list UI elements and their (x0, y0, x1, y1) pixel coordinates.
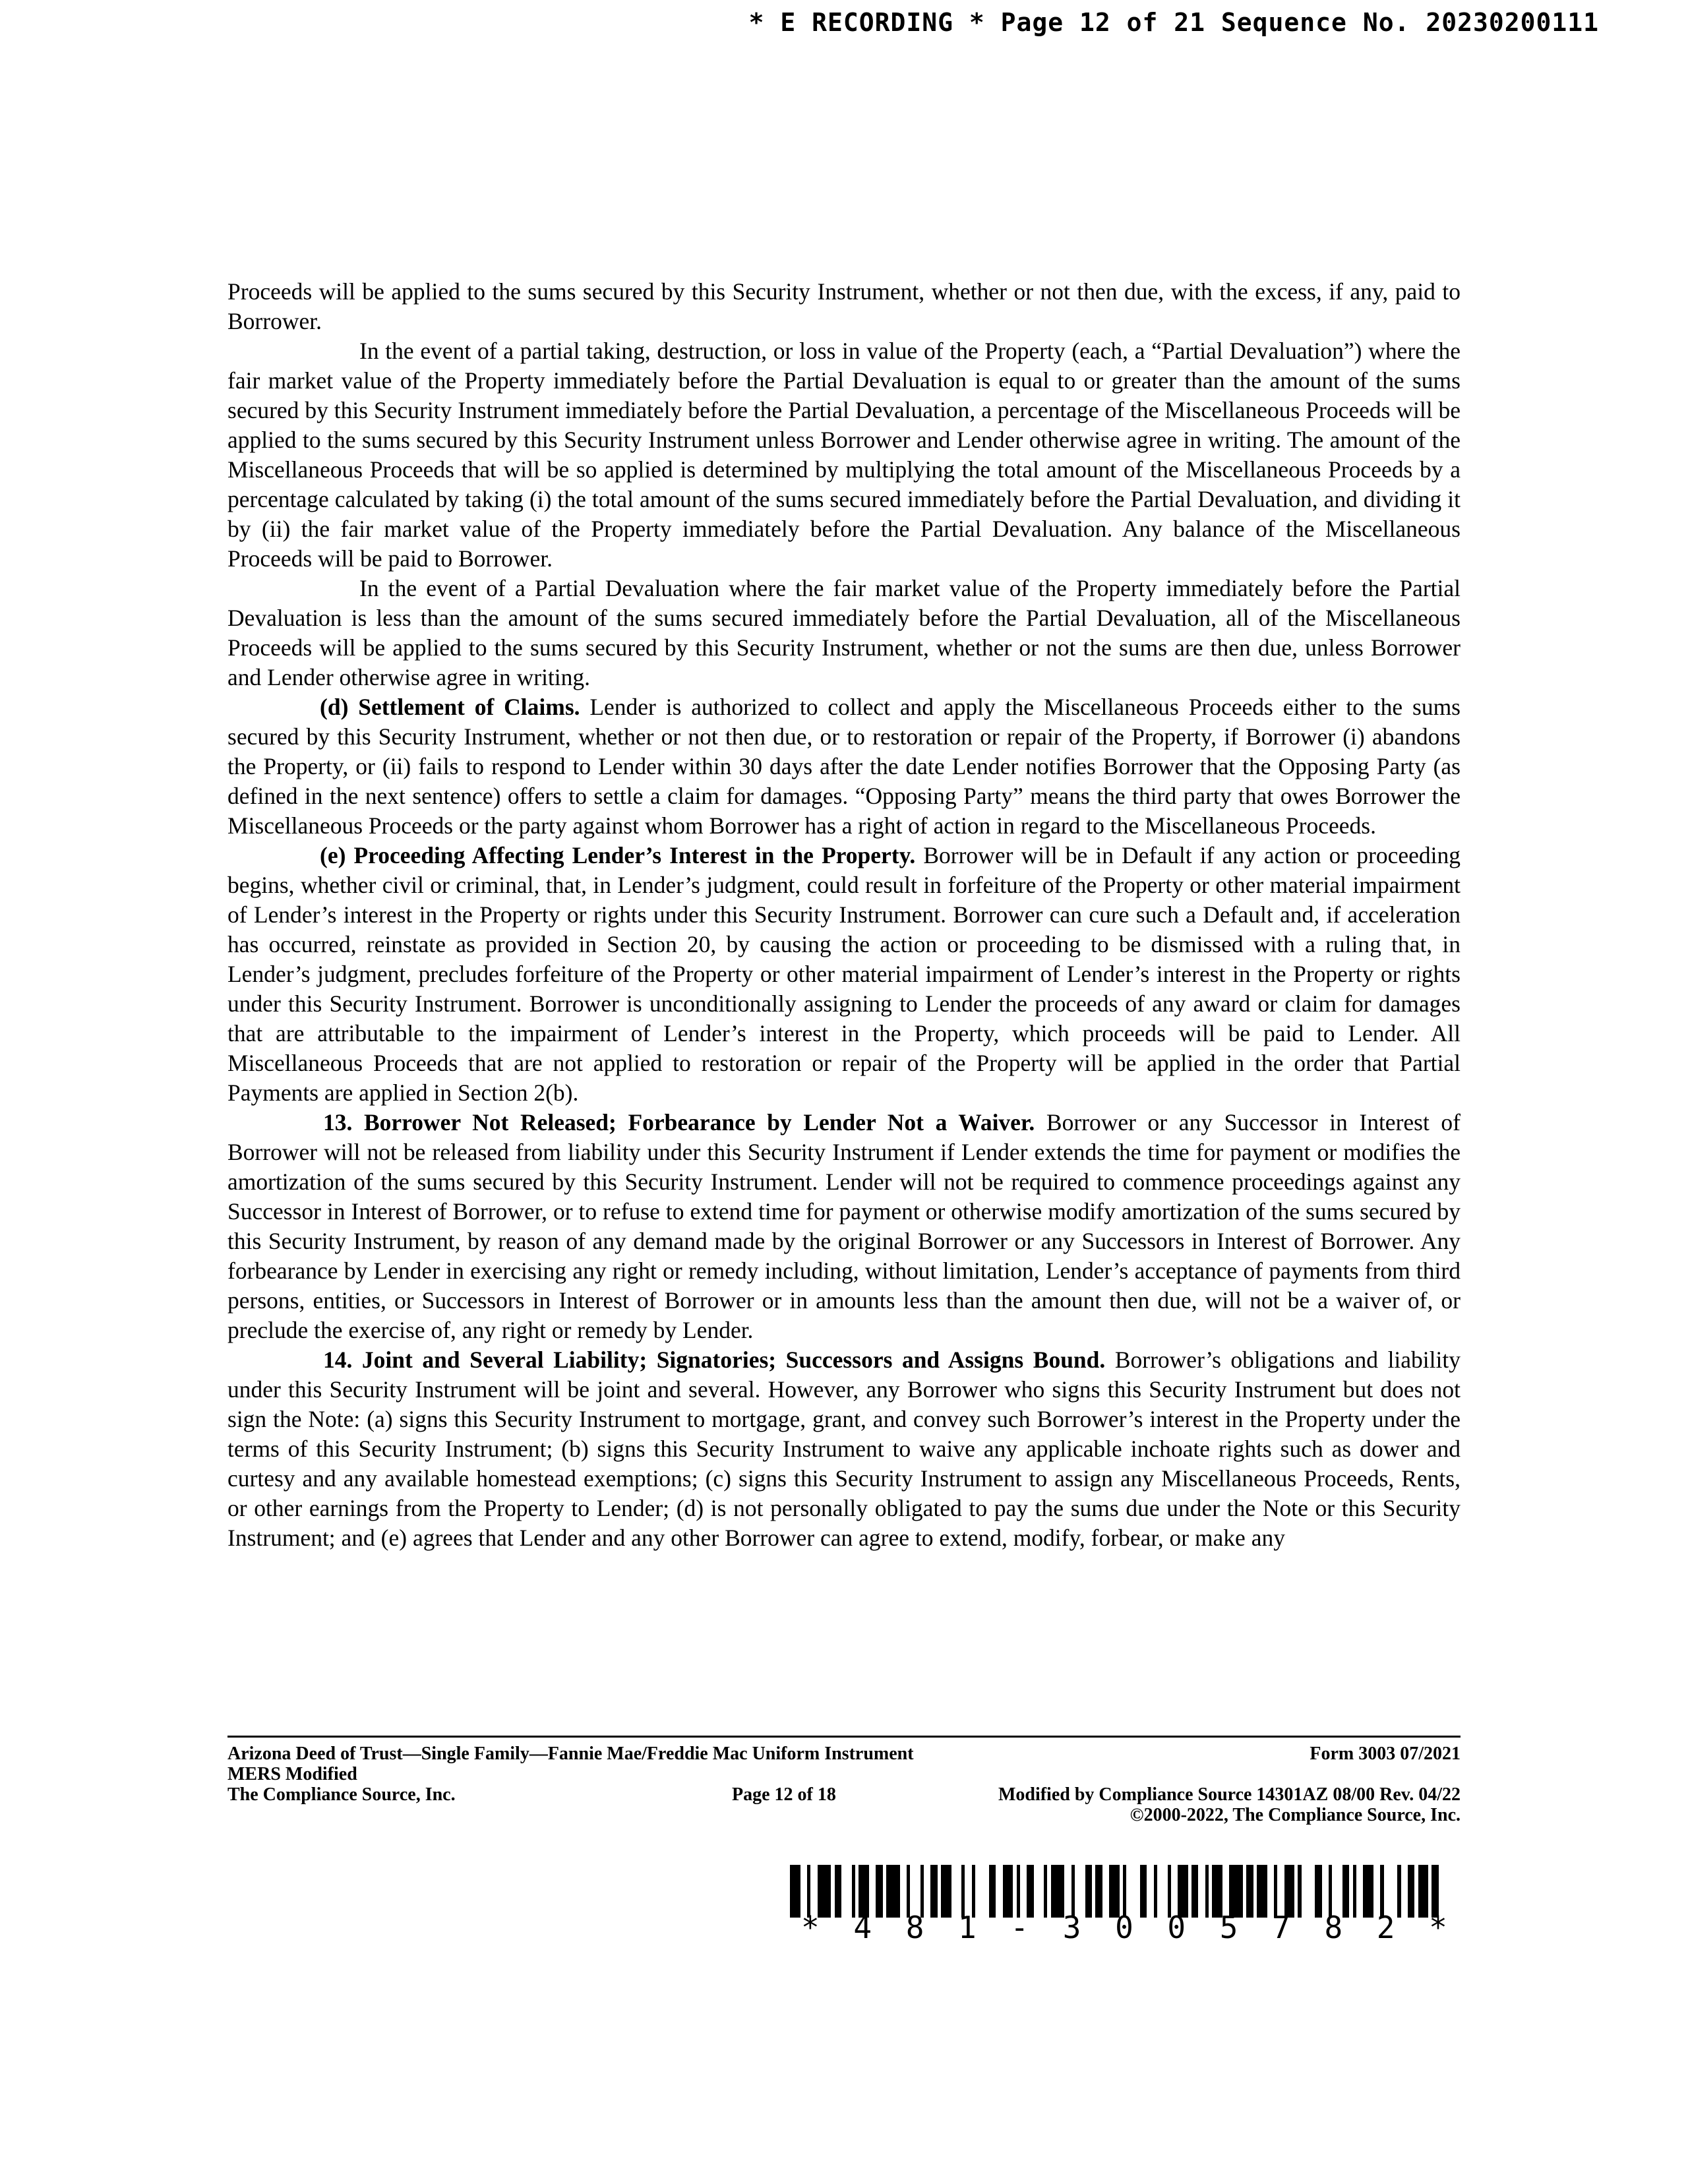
paragraph-text: In the event of a partial taking, destruction, or loss in value of the Property (each, a “Partial Devaluation”) where the fair market value of the Property immediately before the Partial Devaluation is equal to or greater than the amount of the sums secured by this Security Instrument immediately before the Partial Devaluation, a percentage of the Miscellaneous Proceeds will be applied to the sums secured by this Security Instrument unless Borrower and Lender otherwise agree in writing. The amount of the Miscellaneous Proceeds that will be so applied is determined by multiplying the total amount of the Miscellaneous Proceeds by a percentage calculated by taking (i) the total amount of the sums secured immediately before the Partial Devaluation, and dividing it by (ii) the fair market value of the Property immediately before the Partial Devaluation. Any balance of the Miscellaneous Proceeds will be paid to Borrower. (227, 338, 1461, 572)
barcode-bar (818, 1865, 831, 1918)
barcode-character: 4 (853, 1910, 872, 1945)
barcode-character: 3 (1062, 1910, 1081, 1945)
barcode-character: 8 (905, 1910, 924, 1945)
paragraph-text: Proceeds will be applied to the sums secured by this Security Instrument, whether or not then due, with the excess, if any, paid to Borrower. (227, 278, 1461, 334)
barcode-bar (1302, 1865, 1315, 1918)
paragraph-text: Borrower or any Successor in Interest of Borrower will not be released from liability under this Security Instrument if Lender extends the time for payment or modifies the amortization of the sums secured by this Security Instrument. Lender will not be required to commence proceedings against any Successor in Interest of Borrower, or to refuse to extend time for payment or otherwise modify amortization of the sums secured by this Security Instrument, by reason of any demand made by the original Borrower or any Successors in Interest of Borrower. Any forbearance by Lender in exercising any right or remedy including, without limitation, Lender’s acceptance of payments from third persons, entities, or Successors in Interest of Borrower or in amounts less than the amount then due, will not be a waiver of, or preclude the exercise of, any right or remedy by Lender. (227, 1109, 1461, 1343)
barcode-character: * (801, 1910, 820, 1945)
barcode-character: 5 (1219, 1910, 1238, 1945)
barcode-character: 2 (1376, 1910, 1395, 1945)
barcode-bar (989, 1865, 996, 1918)
footer-mers: MERS Modified (227, 1764, 357, 1784)
barcode-bar (1342, 1865, 1349, 1918)
footer-company: The Compliance Source, Inc. (227, 1784, 456, 1805)
barcode-bar (1257, 1865, 1267, 1918)
paragraph-text: Lender is authorized to collect and apply the Miscellaneous Proceeds either to the sums secured by this Security Instrument, whether or not then due, or to restoration or repair of the Property, if Borrower (i) abandons the Property, or (ii) fails to respond to Lender within 30 days after the date Lender notifies Borrower that the Opposing Party (as defined in the next sentence) offers to settle a claim for damages. “Opposing Party” means the third party that owes Borrower the Miscellaneous Proceeds or the party against whom Borrower has a right of action in regard to the Miscellaneous Proceeds. (227, 694, 1461, 839)
barcode-character: 1 (958, 1910, 977, 1945)
barcode-bar (1356, 1865, 1363, 1918)
paragraph-text: Borrower’s obligations and liability under this Security Instrument will be joint and several. However, any Borrower who signs this Security Instrument but does not sign the Note: (a) signs this Security Instrument to mortgage, grant, and convey such Borrower’s interest in the Property under the terms of this Security Instrument; (b) signs this Security Instrument to waive any applicable inchoate rights such as dower and curtesy and any available homestead exemptions; (c) signs this Security Instrument to assign any Miscellaneous Proceeds, Rents, or other earnings from the Property to Lender; (d) is not personally obligated to pay the sums due under the Note or this Security Instrument; and (e) agrees that Lender and any other Borrower can agree to extend, modify, forbear, or make any (227, 1347, 1461, 1551)
paragraph (227, 277, 1461, 336)
footer-title: Arizona Deed of Trust—Single Family—Fannie Mae/Freddie Mac Uniform Instrument (227, 1744, 914, 1764)
barcode-caption (801, 1911, 1447, 1944)
paragraph-heading: (d) Settlement of Claims. (320, 694, 580, 720)
barcode-bar (1246, 1865, 1253, 1918)
barcode-bar (1418, 1865, 1429, 1918)
page-footer (227, 1744, 1461, 1825)
barcode-bar (1095, 1865, 1102, 1918)
paragraph (227, 1108, 1461, 1345)
barcode-bar (1085, 1865, 1092, 1918)
footer-row (227, 1764, 1461, 1784)
barcode-bar (790, 1865, 800, 1918)
paragraph-text: In the event of a Partial Devaluation where the fair market value of the Property immediately before the Partial Devaluation is less than the amount of the sums secured immediately before the Partial Devaluation, all of the Miscellaneous Proceeds will be applied to the sums secured by this Security Instrument, whether or not the sums are then due, unless Borrower and Lender otherwise agree in writing. (227, 575, 1461, 690)
paragraph (227, 1345, 1461, 1553)
barcode-bar (1408, 1865, 1414, 1918)
barcode-bar (886, 1865, 900, 1918)
barcode-character: 0 (1167, 1910, 1186, 1945)
barcode-bar (1157, 1865, 1168, 1918)
barcode-bar (841, 1865, 852, 1918)
barcode-bar (1401, 1865, 1408, 1918)
footer-divider (227, 1736, 1461, 1738)
barcode-character: 7 (1272, 1910, 1290, 1945)
paragraph-text: Borrower will be in Default if any action or proceeding begins, whether civil or criminal, that, in Lender’s judgment, could result in forfeiture of the Property or other material impairment of Lender’s interest in the Property or rights under this Security Instrument. Borrower can cure such a Default and, if acceleration has occurred, reinstate as provided in Section 20, by causing the action or proceeding to be dismissed with a ruling that, in Lender’s judgment, precludes forfeiture of the Property or other material impairment of Lender’s interest in the Property or rights under this Security Instrument. Borrower is unconditionally assigning to Lender the proceeds of any award or claim for damages that are attributable to the impairment of Lender’s interest in the Property, which proceeds will be paid to Lender. All Miscellaneous Proceeds that are not applied to restoration or repair of the Property will be applied in the order that Partial Payments are applied in Section 2(b). (227, 842, 1461, 1106)
footer-copyright: ©2000-2022, The Compliance Source, Inc. (1130, 1805, 1461, 1825)
footer-form: Form 3003 07/2021 (1310, 1744, 1461, 1764)
barcode-bar (1191, 1865, 1198, 1918)
document-body (227, 277, 1461, 1553)
barcode-bar (1102, 1865, 1109, 1918)
footer-row (227, 1784, 1461, 1805)
paragraph (227, 336, 1461, 574)
barcode-bar (941, 1865, 951, 1918)
barcode-bar (930, 1865, 937, 1918)
paragraph-heading: 14. Joint and Several Liability; Signatories; Successors and Assigns Bound. (323, 1347, 1106, 1373)
barcode-bar (1315, 1865, 1321, 1918)
barcode-bar (1198, 1865, 1205, 1918)
barcode-bar (1147, 1865, 1153, 1918)
paragraph-heading: 13. Borrower Not Released; Forbearance by Lender Not a Waiver. (323, 1109, 1035, 1136)
barcode-bar (876, 1865, 882, 1918)
barcode-bar (996, 1865, 1002, 1918)
barcode-character: 0 (1115, 1910, 1133, 1945)
paragraph (227, 841, 1461, 1108)
footer-modified: Modified by Compliance Source 14301AZ 08/00 Rev. 04/22 (998, 1784, 1461, 1805)
barcode-bar (1034, 1865, 1044, 1918)
footer-row (227, 1744, 1461, 1764)
paragraph (227, 692, 1461, 841)
barcode-character: 8 (1324, 1910, 1343, 1945)
paragraph-heading: (e) Proceeding Affecting Lender’s Interest in the Property. (320, 842, 916, 868)
barcode-character: - (1010, 1910, 1029, 1945)
barcode-bar (835, 1865, 841, 1918)
footer-row (227, 1805, 1461, 1825)
barcode-bar (1140, 1865, 1147, 1918)
barcode-bar (1363, 1865, 1373, 1918)
barcode-bar (975, 1865, 989, 1918)
paragraph (227, 574, 1461, 692)
recording-header: * E RECORDING * Page 12 of 21 Sequence No. 20230200111 (748, 8, 1599, 37)
barcode-bar (924, 1865, 930, 1918)
barcode-character: * (1429, 1910, 1447, 1945)
footer-page-number: Page 12 of 18 (732, 1784, 836, 1805)
